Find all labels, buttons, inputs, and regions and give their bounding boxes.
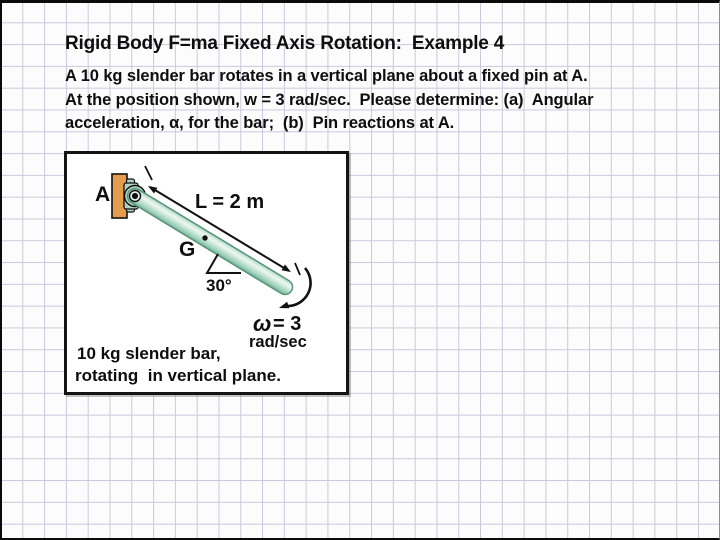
bar-diagram xyxy=(67,154,346,392)
extent-tick-top xyxy=(145,166,152,180)
angle-label: 30° xyxy=(206,276,232,295)
slide-title: Rigid Body F=ma Fixed Axis Rotation: Example 4 xyxy=(65,33,505,54)
figure-box xyxy=(64,151,349,395)
problem-line-2: At the position shown, w = 3 rad/sec. Please determine: (a) Angular xyxy=(65,90,594,109)
extent-tick-bottom xyxy=(295,263,300,275)
problem-statement xyxy=(65,65,593,136)
problem-line-1: A 10 kg slender bar rotates in a vertical plane about a fixed pin at A. xyxy=(65,67,588,85)
omega-symbol: ω xyxy=(253,311,272,336)
pin-icon xyxy=(132,193,138,199)
omega-value: = 3 xyxy=(273,313,302,335)
pin-label: A xyxy=(95,183,111,206)
problem-line-3: acceleration, α, for the bar; (b) Pin reactions at A. xyxy=(65,114,455,132)
caption-line-2: rotating in vertical plane. xyxy=(75,366,281,385)
dimension-arrowhead-end xyxy=(282,265,292,273)
omega-units: rad/sec xyxy=(249,333,307,351)
caption-line-1: 10 kg slender bar, xyxy=(77,344,221,363)
length-label: L = 2 m xyxy=(195,191,265,213)
mass-center-dot xyxy=(202,235,207,240)
mass-center-label: G xyxy=(179,238,196,261)
rotation-arrowhead xyxy=(279,302,289,309)
dimension-arrowhead-start xyxy=(148,186,157,194)
